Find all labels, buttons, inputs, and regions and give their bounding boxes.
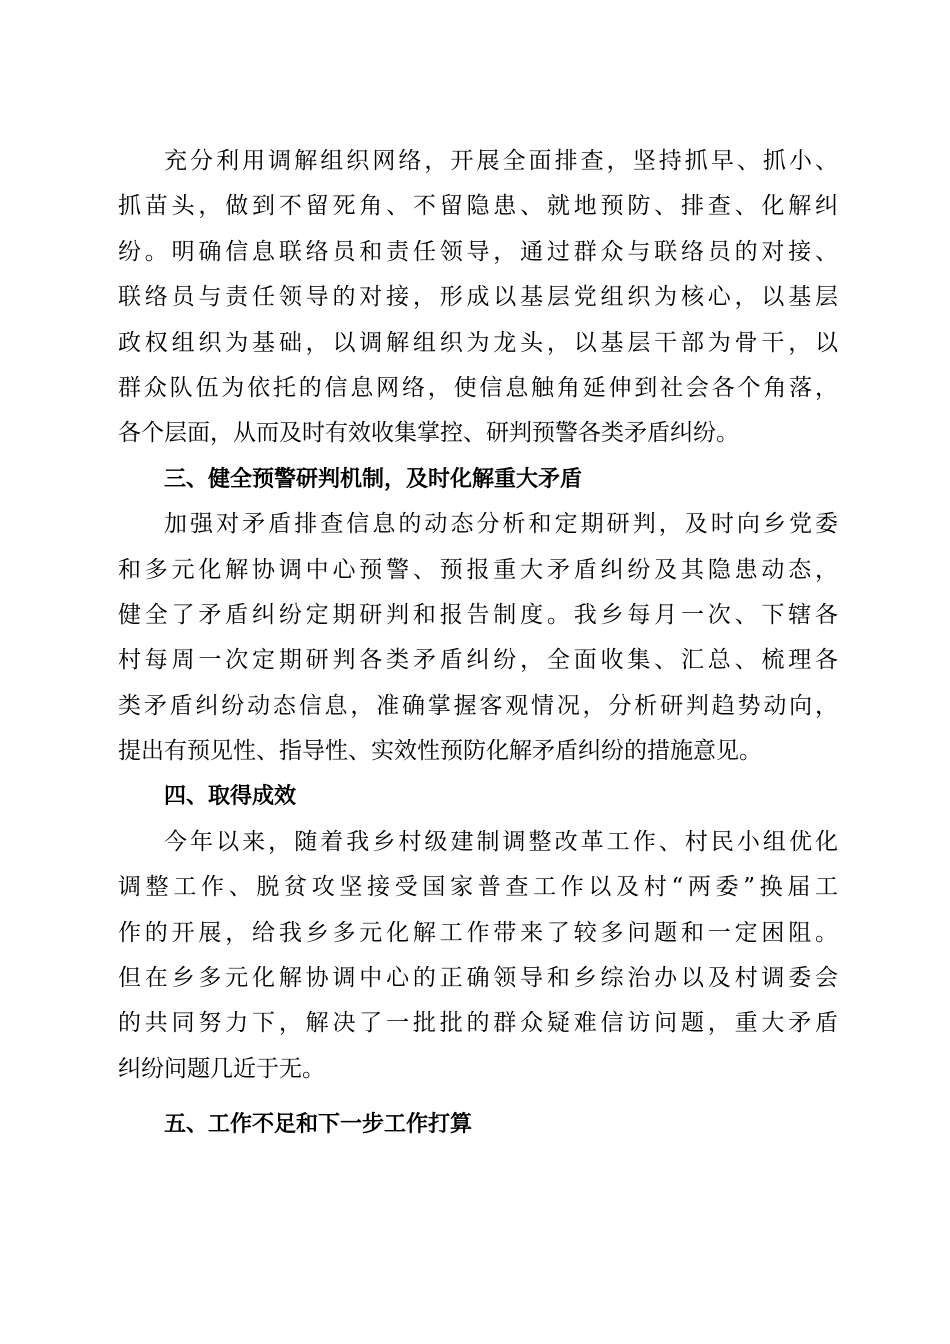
paragraph-achievements <box>118 820 838 1092</box>
text-line: 今年以来，随着我乡村级建制调整改革工作、村民小组优化 <box>164 828 838 855</box>
text-line: 类矛盾纠纷动态信息，准确掌握客观情况，分析研判趋势动向， <box>118 692 838 719</box>
text-line: 联络员与责任领导的对接，形成以基层党组织为核心，以基层 <box>118 284 838 311</box>
text-line: 纠纷问题几近于无。 <box>118 1055 325 1082</box>
text-line: 的共同努力下，解决了一批批的群众疑难信访问题，重大矛盾 <box>118 1010 838 1037</box>
section-heading-3: 三、健全预警研判机制，及时化解重大矛盾 <box>164 466 583 492</box>
text-line: 抓苗头，做到不留死角、不留隐患、就地预防、排查、化解纠 <box>118 193 838 220</box>
text-line: 政权组织为基础，以调解组织为龙头，以基层干部为骨干，以 <box>118 329 838 356</box>
paragraph-early-warning <box>118 502 838 774</box>
section-heading-5: 五、工作不足和下一步工作打算 <box>164 1112 473 1138</box>
text-line: 提出有预见性、指导性、实效性预防化解矛盾纠纷的措施意见。 <box>118 738 762 765</box>
section-heading-4: 四、取得成效 <box>164 784 297 810</box>
paragraph-network-investigation <box>118 139 838 457</box>
text-line: 加强对矛盾排查信息的动态分析和定期研判，及时向乡党委 <box>164 511 838 538</box>
text-line: 群众队伍为依托的信息网络，使信息触角延伸到社会各个角落， <box>118 374 838 401</box>
text-line: 但在乡多元化解协调中心的正确领导和乡综治办以及村调委会 <box>118 965 838 992</box>
text-line: 作的开展，给我乡多元化解工作带来了较多问题和一定困阻。 <box>118 919 838 946</box>
text-line: 纷。明确信息联络员和责任领导，通过群众与联络员的对接、 <box>118 238 838 265</box>
text-line: 各个层面，从而及时有效收集掌控、研判预警各类矛盾纠纷。 <box>118 420 739 447</box>
text-line: 和多元化解协调中心预警、预报重大矛盾纠纷及其隐患动态， <box>118 556 838 583</box>
text-line: 健全了矛盾纠纷定期研判和报告制度。我乡每月一次、下辖各 <box>118 601 838 628</box>
text-line: 村每周一次定期研判各类矛盾纠纷，全面收集、汇总、梳理各 <box>118 647 838 674</box>
text-line: 调整工作、脱贫攻坚接受国家普查工作以及村“两委”换届工 <box>118 874 838 901</box>
text-line: 充分利用调解组织网络，开展全面排查，坚持抓早、抓小、 <box>164 148 838 174</box>
document-page <box>118 139 838 1148</box>
